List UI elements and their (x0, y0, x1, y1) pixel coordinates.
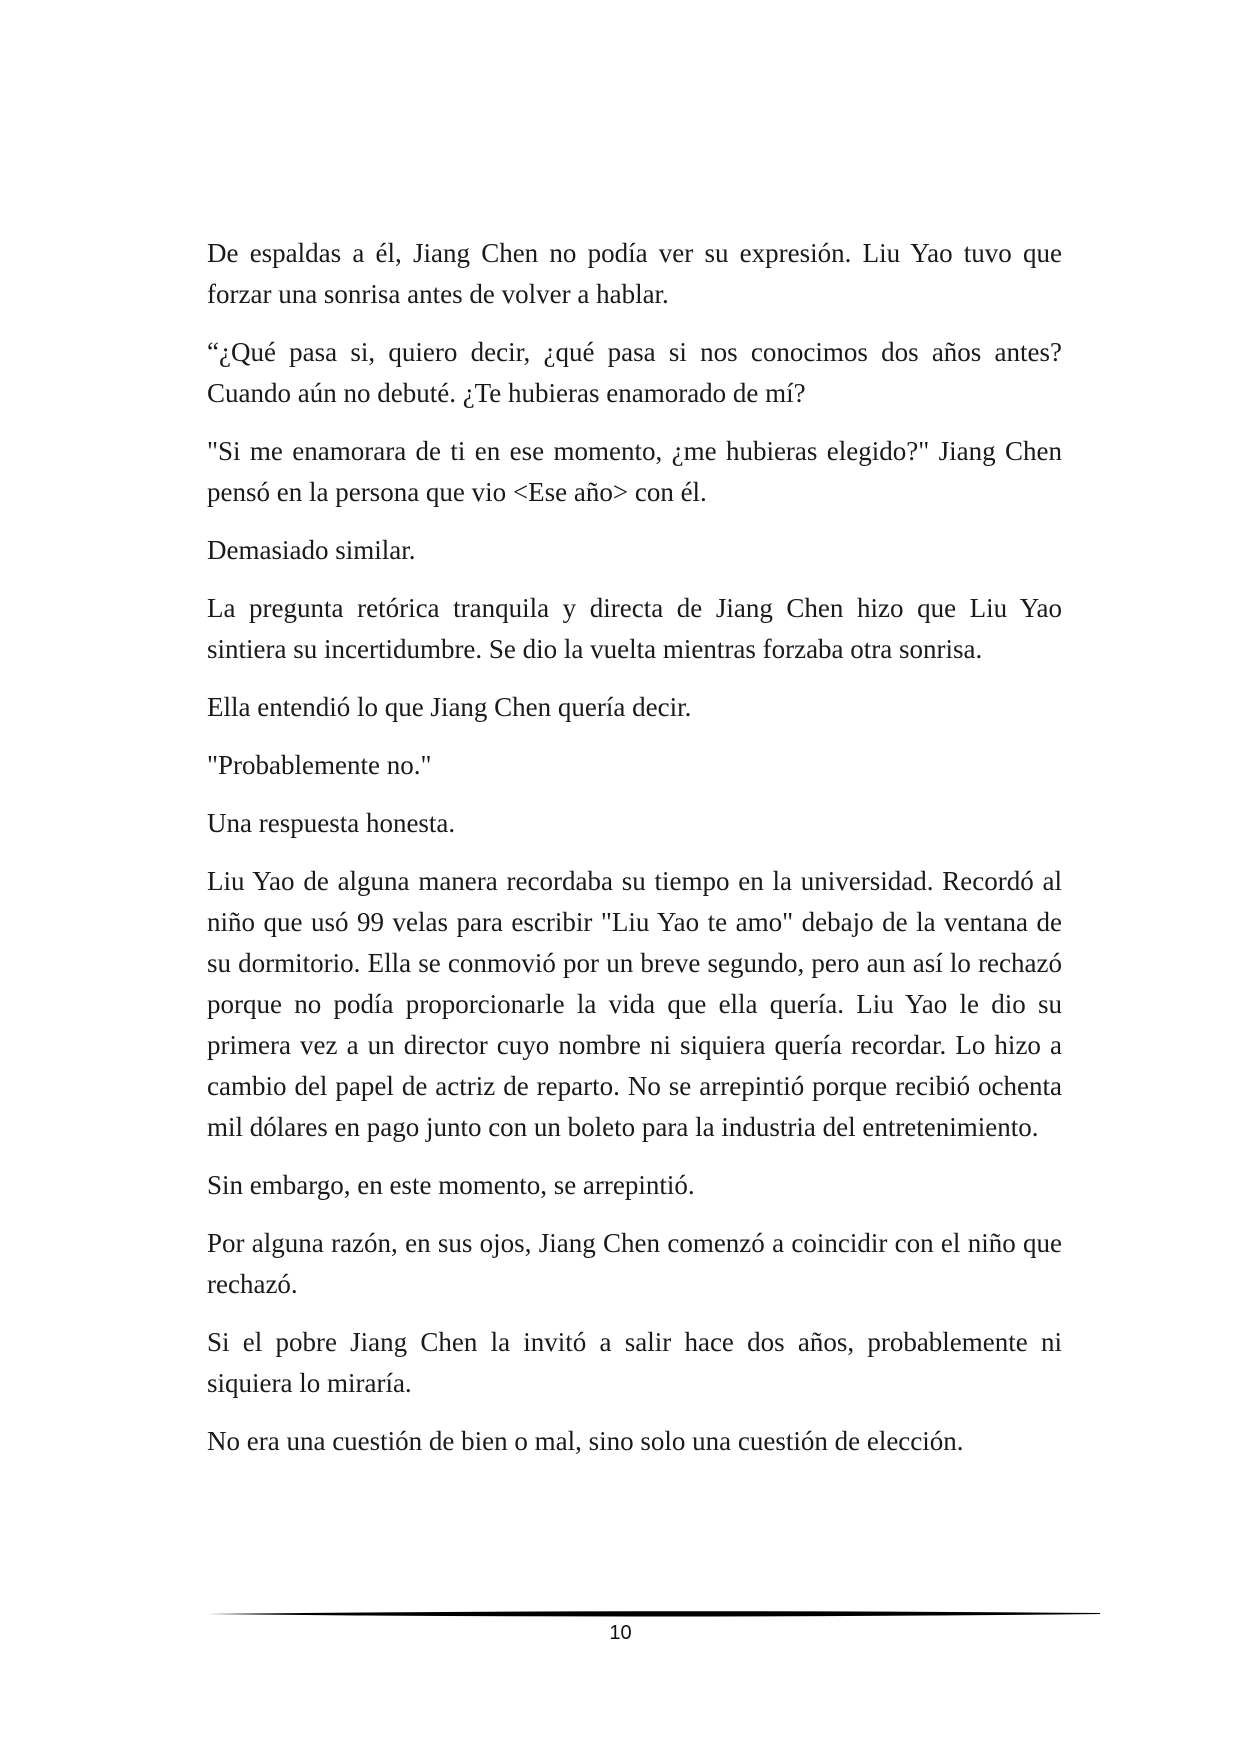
paragraph-3: "Si me enamorara de ti en ese momento, ¿me hubieras elegido?" Jiang Chen pensó en la persona que vio <Ese año> con él. (207, 436, 1062, 507)
paragraph-8: Una respuesta honesta. (207, 808, 456, 838)
paragraph-2: “¿Qué pasa si, quiero decir, ¿qué pasa si nos conocimos dos años antes? Cuando aún no debuté. ¿Te hubieras enamorado de mí? (207, 337, 1062, 408)
paragraph-9: Liu Yao de alguna manera recordaba su tiempo en la universidad. Recordó al niño que usó 99 velas para escribir "Liu Yao te amo" debajo de la ventana de su dormitorio. Ella se conmovió por un breve segundo, pero aun así lo rechazó porque no podía proporcionarle la vida que ella quería. Liu Yao le dio su primera vez a un director cuyo nombre ni siquiera quería recordar. Lo hizo a cambio del papel de actriz de reparto. No se arrepintió porque recibió ochenta mil dólares en pago junto con un boleto para la industria del entretenimiento. (207, 866, 1062, 1142)
paragraph-4: Demasiado similar. (207, 535, 416, 565)
paragraph-10: Sin embargo, en este momento, se arrepintió. (207, 1170, 695, 1200)
paragraph-7: "Probablemente no." (207, 750, 432, 780)
paragraph-11: Por alguna razón, en sus ojos, Jiang Chen comenzó a coincidir con el niño que rechazó. (207, 1228, 1062, 1299)
footer-divider (207, 1609, 1100, 1619)
body-text (207, 233, 1062, 1479)
paragraph-6: Ella entendió lo que Jiang Chen quería decir. (207, 692, 692, 722)
paragraph-5: La pregunta retórica tranquila y directa de Jiang Chen hizo que Liu Yao sintiera su incertidumbre. Se dio la vuelta mientras forzaba otra sonrisa. (207, 593, 1062, 664)
paragraph-1: De espaldas a él, Jiang Chen no podía ver su expresión. Liu Yao tuvo que forzar una sonrisa antes de volver a hablar. (207, 238, 1062, 309)
paragraph-13: No era una cuestión de bien o mal, sino solo una cuestión de elección. (207, 1426, 964, 1456)
page-number: 10 (609, 1622, 632, 1644)
paragraph-12: Si el pobre Jiang Chen la invitó a salir hace dos años, probablemente ni siquiera lo miraría. (207, 1327, 1062, 1398)
